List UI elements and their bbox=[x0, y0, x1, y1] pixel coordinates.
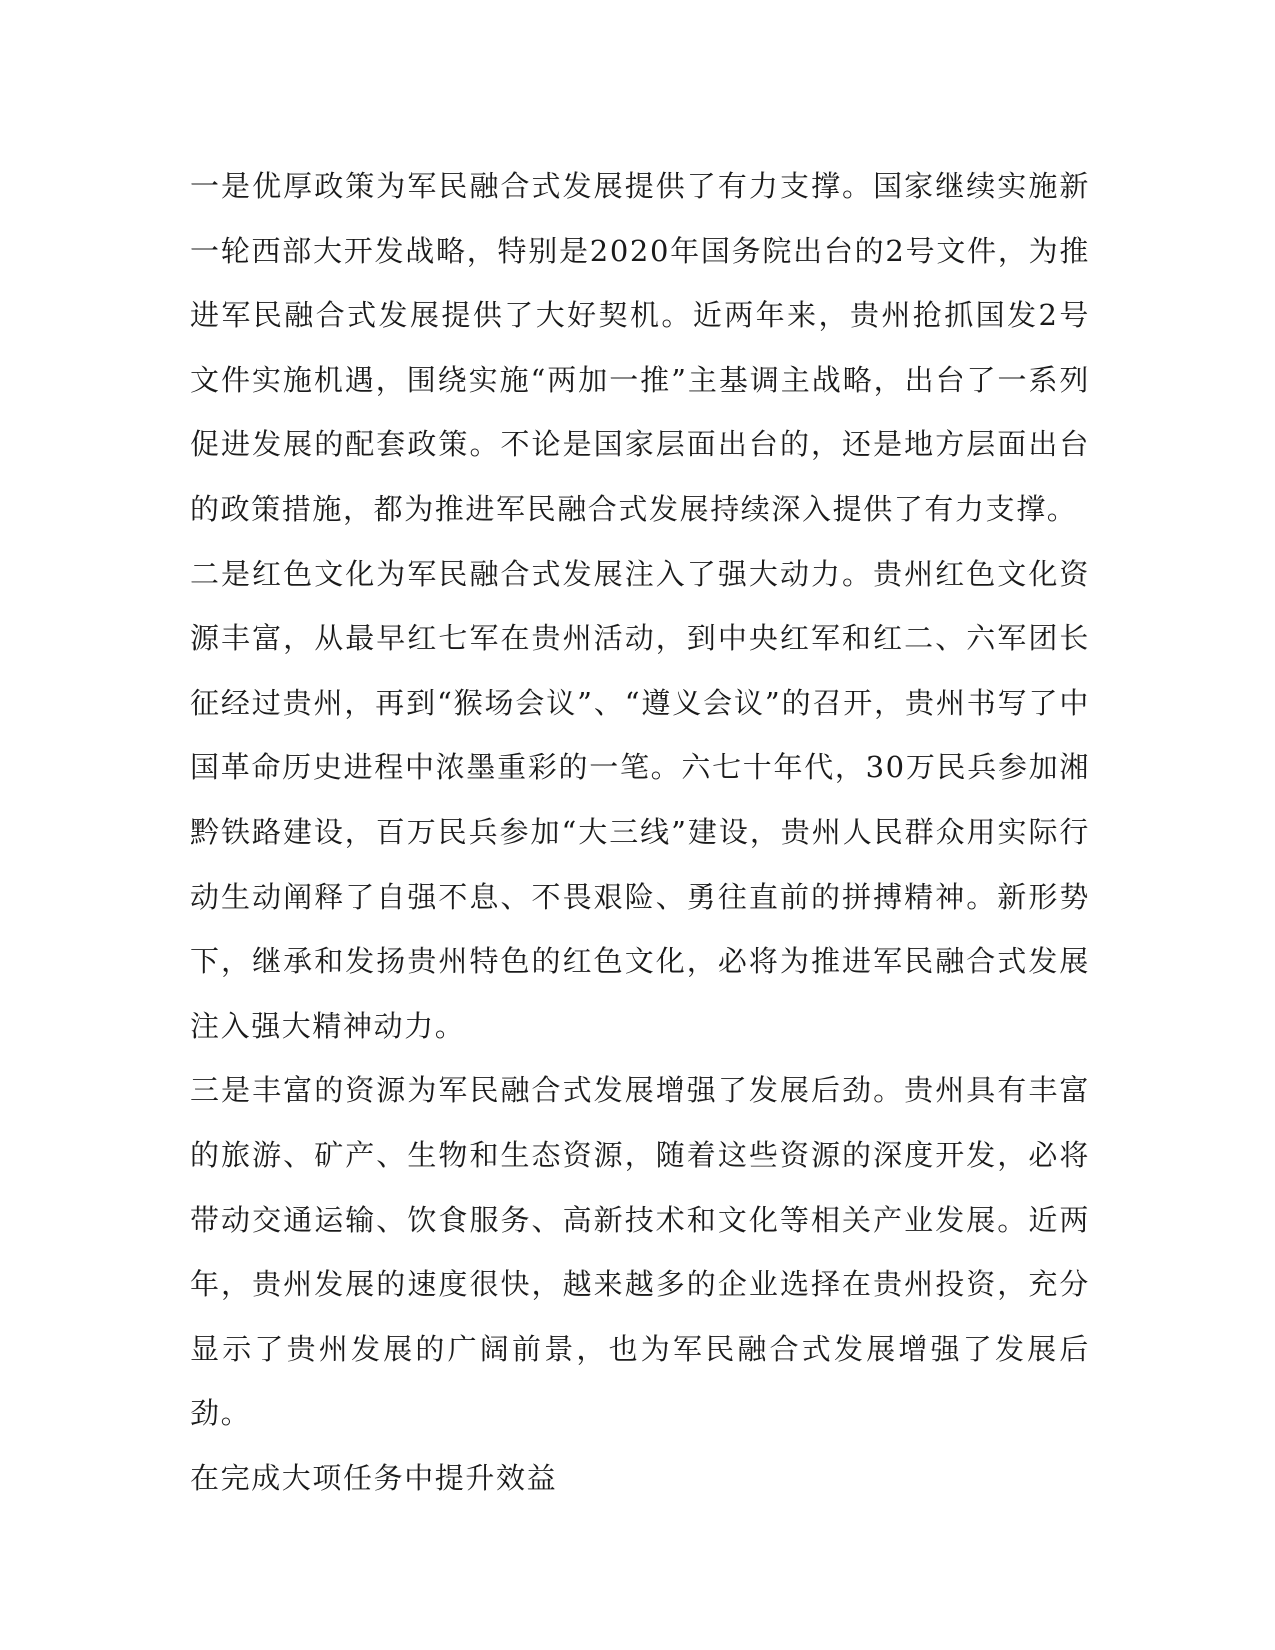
document-page bbox=[190, 154, 1090, 1510]
paragraph-red-culture: 二是红色文化为军民融合式发展注入了强大动力。贵州红色文化资源丰富，从最早红七军在贵州活动，到中央红军和红二、六军团长征经过贵州，再到“猴场会议”、“遵义会议”的召开，贵州书写了中国革命历史进程中浓墨重彩的一笔。六七十年代，30万民兵参加湘黔铁路建设，百万民兵参加“大三线”建设，贵州人民群众用实际行动生动阐释了自强不息、不畏艰险、勇往直前的拼搏精神。新形势下，继承和发扬贵州特色的红色文化，必将为推进军民融合式发展注入强大精神动力。 bbox=[190, 556, 1090, 1043]
paragraph-rich-resources: 三是丰富的资源为军民融合式发展增强了发展后劲。贵州具有丰富的旅游、矿产、生物和生态资源，随着这些资源的深度开发，必将带动交通运输、饮食服务、高新技术和文化等相关产业发展。近两年，贵州发展的速度很快，越来越多的企业选择在贵州投资，充分显示了贵州发展的广阔前景，也为军民融合式发展增强了发展后劲。 bbox=[190, 1073, 1090, 1431]
section-heading: 在完成大项任务中提升效益 bbox=[190, 1460, 558, 1495]
paragraph-policy-support: 一是优厚政策为军民融合式发展提供了有力支撑。国家继续实施新一轮西部大开发战略，特别是2020年国务院出台的2号文件，为推进军民融合式发展提供了大好契机。近两年来，贵州抢抓国发2号文件实施机遇，围绕实施“两加一推”主基调主战略，出台了一系列促进发展的配套政策。不论是国家层面出台的，还是地方层面出台的政策措施，都为推进军民融合式发展持续深入提供了有力支撑。 bbox=[190, 169, 1090, 526]
